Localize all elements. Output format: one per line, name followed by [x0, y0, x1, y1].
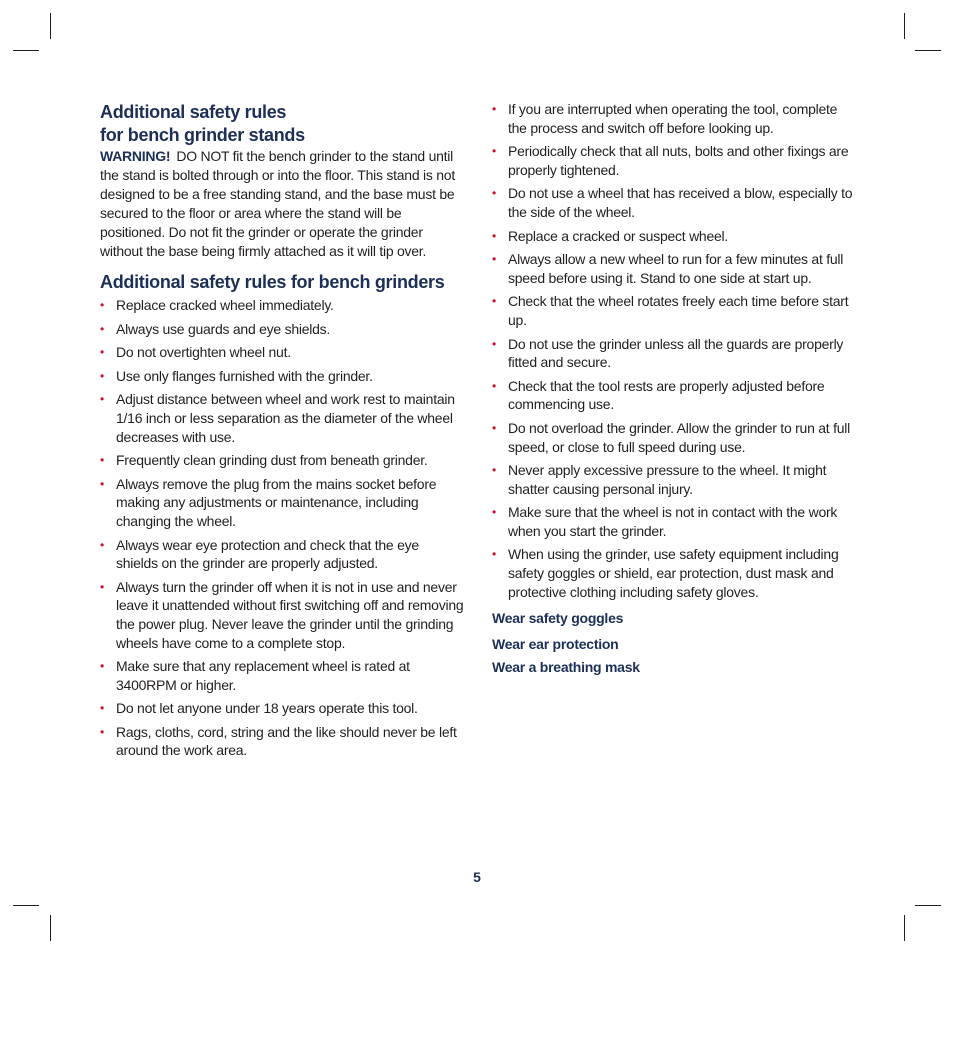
bullet-icon: • [492, 228, 496, 243]
stand-heading-line1: Additional safety rules [100, 102, 287, 122]
grinder-rules-list [100, 296, 464, 760]
bullet-icon: • [100, 659, 104, 674]
list-item: • Do not overtighten wheel nut. [100, 344, 291, 361]
list-item: • Do not let anyone under 18 years operate this tool. [100, 700, 418, 717]
general-rules-list [492, 100, 856, 601]
list-item: • Never apply excessive pressure to the wheel. It might shatter causing personal injury. [492, 462, 827, 497]
bullet-icon: • [492, 102, 496, 116]
list-item: • Adjust distance between wheel and work rest to maintain 1/16 inch or less separation as the diameter of the wheel decreases with use. [100, 391, 455, 445]
list-item: • Make sure that any replacement wheel is rated at 3400RPM or higher. [100, 658, 410, 693]
bullet-icon: • [100, 392, 104, 407]
grinder-rules-heading: Additional safety rules for bench grinders [100, 272, 445, 292]
bullet-icon: • [492, 420, 496, 435]
bullet-icon: • [492, 378, 496, 393]
bullet-icon: • [492, 294, 496, 309]
bullet-icon: • [100, 345, 104, 360]
list-item: • Always allow a new wheel to run for a few minutes at full speed before using it. Stand to one side at start up. [492, 251, 844, 286]
right-column [492, 100, 856, 676]
list-item: • Always wear eye protection and check that the eye shields on the grinder are properly adjusted. [100, 536, 419, 572]
list-item: • Check that the tool rests are properly adjusted before commencing use. [492, 377, 825, 413]
bullet-icon: • [100, 701, 104, 716]
bullet-icon: • [100, 476, 104, 491]
list-item: • Replace a cracked or suspect wheel. [492, 227, 729, 244]
bullet-icon: • [100, 724, 104, 739]
warning-label: WARNING! [100, 148, 171, 164]
crop-mark-bottom-left-vertical [50, 915, 51, 941]
bullet-icon: • [492, 505, 496, 520]
list-item: • Do not use the grinder unless all the guards are properly fitted and secure. [492, 335, 844, 371]
list-item: • Always use guards and eye shields. [100, 320, 331, 337]
list-item: • If you are interrupted when operating the tool, complete the process and switch off before looking up. [492, 101, 838, 136]
list-item: • Do not use a wheel that has received a blow, especially to the side of the wheel. [492, 185, 853, 220]
list-item: • Always remove the plug from the mains socket before making any adjustments or maintenance, including changing the wheel. [100, 475, 437, 529]
crop-mark-bottom-right-horizontal [915, 905, 941, 906]
warning-text: DO NOT fit the bench grinder to the stand until the stand is bolted through or into the floor. This stand is not designed to be a free standing stand, and the base must be secured to the floor or area where the stand will be positioned. Do not fit the grinder or operate the grinder without the base being firmly attached as it will tip over. [100, 148, 455, 259]
left-column [100, 100, 464, 765]
bullet-icon: • [100, 537, 104, 552]
list-item: • Replace cracked wheel immediately. [100, 297, 334, 313]
bullet-icon: • [492, 186, 496, 201]
crop-mark-top-left-horizontal [13, 50, 39, 51]
list-item: • Check that the wheel rotates freely each time before start up. [492, 293, 849, 328]
bullet-icon: • [492, 547, 496, 562]
wear-ear-protection-note: Wear ear protection [492, 636, 619, 653]
bullet-icon: • [100, 298, 104, 312]
list-item: • Use only flanges furnished with the grinder. [100, 367, 373, 384]
bullet-icon: • [492, 144, 496, 159]
crop-mark-bottom-left-horizontal [13, 905, 39, 906]
list-item: • When using the grinder, use safety equipment including safety goggles or shield, ear protection, dust mask and protective clothing including safety gloves. [492, 546, 839, 600]
list-item: • Rags, cloths, cord, string and the like should never be left around the work area. [100, 723, 457, 759]
crop-mark-top-left-vertical [50, 13, 51, 39]
crop-mark-top-right-horizontal [915, 50, 941, 51]
crop-mark-bottom-right-vertical [904, 915, 905, 941]
list-item: • Always turn the grinder off when it is not in use and never leave it unattended without first switching off and removing the power plug. Never leave the grinder until the grinding wheels have come to a complete stop. [100, 578, 464, 651]
wear-goggles-note: Wear safety goggles [492, 610, 624, 627]
bullet-icon: • [100, 321, 104, 336]
safety-equipment-notes [492, 609, 856, 676]
list-item: • Make sure that the wheel is not in contact with the work when you start the grinder. [492, 504, 838, 539]
list-item: • Frequently clean grinding dust from beneath grinder. [100, 452, 428, 469]
crop-mark-top-right-vertical [904, 13, 905, 39]
wear-mask-note: Wear a breathing mask [492, 659, 640, 676]
bullet-icon: • [492, 252, 496, 267]
bullet-icon: • [492, 336, 496, 351]
stand-heading-line2: for bench grinder stands [100, 125, 305, 145]
bullet-icon: • [492, 463, 496, 478]
bullet-icon: • [100, 453, 104, 468]
page-number: 5 [473, 869, 481, 885]
stand-rules-heading [100, 101, 464, 147]
bullet-icon: • [100, 579, 104, 594]
warning-paragraph [100, 147, 464, 261]
bullet-icon: • [100, 368, 104, 383]
list-item: • Do not overload the grinder. Allow the grinder to run at full speed, or close to full speed during use. [492, 419, 850, 455]
list-item: • Periodically check that all nuts, bolts and other fixings are properly tightened. [492, 143, 849, 178]
